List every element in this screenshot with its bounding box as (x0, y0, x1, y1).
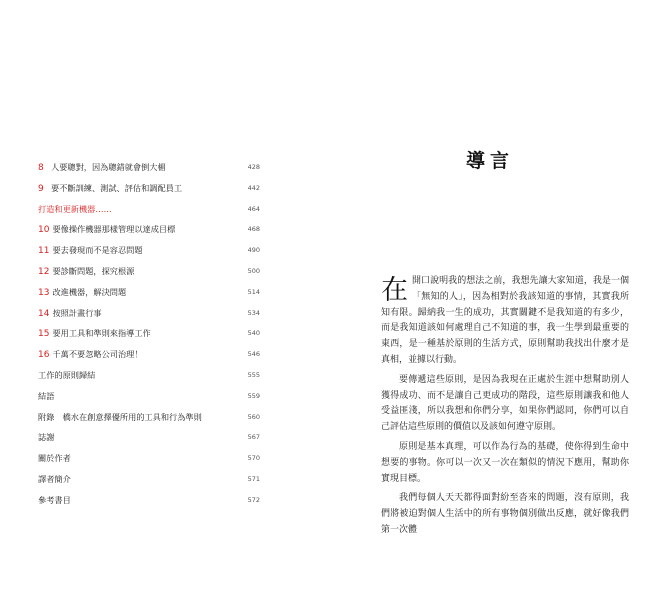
toc-entry (38, 182, 260, 203)
toc-chapter-number: 8 (38, 163, 44, 173)
toc-page-number: 572 (247, 495, 260, 504)
toc-title: 結語 (38, 390, 55, 401)
toc-entry (38, 452, 260, 473)
toc-page-number: 442 (247, 183, 260, 192)
toc-title: 誌謝 (38, 432, 55, 443)
toc-entry (38, 494, 260, 515)
intro-body (381, 274, 629, 543)
toc-entry (38, 327, 260, 348)
toc-entry (38, 390, 260, 411)
toc-entry (38, 411, 260, 432)
toc-entry (38, 369, 260, 390)
toc-entry (38, 307, 260, 328)
intro-paragraph-text: 開口說明我的想法之前，我想先讓大家知道，我是一個「無知的人」，因為相對於我該知道的事情，其實我所知有限。歸納我一生的成功，其實關鍵不是我知道的有多少，而是我知道該如何處理自己不知道的事，我一生學到最重要的東西，是一種基於原則的生活方式，原則幫助我找出什麼才是真相，並據以行動。 (381, 276, 629, 365)
toc-chapter-number: 14 (38, 308, 50, 319)
toc-title: 要去發現而不是容忍問題 (52, 245, 143, 256)
toc-chapter-number: 13 (38, 287, 50, 298)
drop-cap: 在 (381, 275, 408, 306)
toc-page-number: 560 (247, 412, 260, 421)
toc-title: 參考書目 (38, 494, 71, 505)
toc-entry (38, 265, 260, 286)
toc-title: 改進機器，解決問題 (52, 286, 127, 297)
toc-page-number: 490 (247, 246, 260, 255)
toc-chapter-number: 11 (38, 246, 50, 257)
chapter-heading: 導言 (466, 150, 515, 172)
toc-chapter-number: 15 (38, 329, 50, 340)
toc-page-number: 534 (247, 308, 260, 317)
toc-title: 工作的原則歸結 (38, 369, 96, 380)
toc-title: 千萬不要忽略公司治理！ (52, 349, 143, 360)
toc-page-number: 559 (247, 391, 260, 400)
intro-paragraph: 我們每個人天天都得面對紛至沓來的問題，沒有原則，我們將被迫對個人生活中的所有事物個別做出反應，就好像我們第一次體 (381, 493, 629, 535)
toc-title: 要用工具和準則來指導工作 (52, 328, 151, 339)
toc-page-number: 571 (247, 474, 260, 483)
toc-title: 人要聰對，因為聰錯就會倒大楣 (51, 162, 166, 172)
intro-paragraph: 要傳遞這些原則，是因為我現在正處於生涯中想幫助別人獲得成功、而不是讓自己更成功的階段，這些原則讓我和他人受益匪淺，所以我想和你們分享，如果你們認同，你們可以自己評估這些原則的價值以及該如何遵守原則。 (381, 374, 629, 433)
toc-page-number: 546 (247, 350, 260, 359)
toc-chapter-number: 16 (38, 350, 50, 361)
toc-chapter-number: 12 (38, 266, 50, 277)
toc-entry (38, 203, 260, 224)
toc-page-number: 500 (247, 266, 260, 275)
toc-chapter-number: 10 (38, 225, 50, 236)
toc-entry (38, 223, 260, 244)
toc-page-number: 555 (247, 370, 260, 379)
toc-page-number: 468 (247, 225, 260, 234)
toc-page-number: 464 (247, 204, 260, 213)
toc-page-number: 514 (247, 287, 260, 296)
toc-entry (38, 348, 260, 369)
toc-entry (38, 431, 260, 452)
toc-title: 要診斷問題，探究根源 (52, 265, 135, 276)
toc-page-number: 567 (247, 433, 260, 442)
toc-title: 譯者簡介 (38, 473, 71, 484)
toc-entry (38, 244, 260, 265)
toc-entry (38, 286, 260, 307)
toc-title: 要像操作機器那樣管理以達成目標 (52, 224, 176, 235)
toc-page-number: 540 (247, 329, 260, 338)
toc-title: 要不斷訓練、測試、評估和調配員工 (51, 182, 183, 193)
toc-title: 關於作者 (38, 453, 71, 464)
table-of-contents (38, 161, 260, 515)
toc-entry (38, 473, 260, 494)
toc-chapter-number: 9 (38, 183, 44, 194)
intro-paragraph (381, 274, 629, 369)
toc-page-number: 570 (247, 454, 260, 463)
toc-title: 附錄 橋水在創意擇優所用的工具和行為準則 (38, 411, 202, 422)
intro-paragraph: 原則是基本真理，可以作為行為的基礎，使你得到生命中想要的事物。你可以一次又一次在類似的情況下應用，幫助你實現目標。 (381, 441, 629, 484)
toc-entry (38, 161, 260, 182)
toc-title: 按照計畫行事 (52, 307, 102, 318)
toc-title: 打造和更新機器…… (38, 203, 112, 214)
toc-page-number: 428 (247, 163, 260, 171)
